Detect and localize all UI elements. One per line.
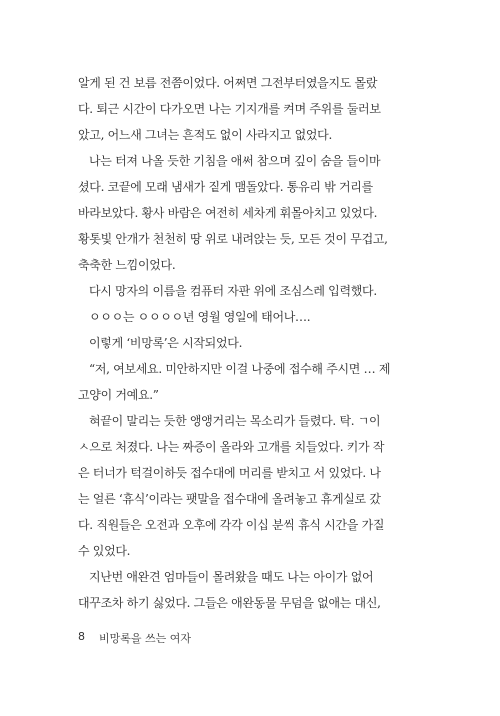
text-line: 지난번 애완견 엄마들이 몰려왔을 때도 나는 아이가 없어	[89, 570, 374, 584]
page-footer	[78, 630, 191, 646]
text-line: 알게 된 건 보름 전쯤이었다. 어쩌면 그전부터였을지도 몰랐	[78, 76, 378, 90]
text-line: 셨다. 코끝에 모래 냄새가 짙게 맴돌았다. 통유리 밖 거리를	[78, 180, 373, 194]
book-title: 비망록을 쓰는 여자	[99, 632, 192, 645]
text-line: 바라보았다. 황사 바람은 여전히 세차게 휘몰아치고 있었다.	[78, 206, 378, 220]
text-line: ㅅ으로 처졌다. 나는 짜증이 올라와 고개를 치들었다. 키가 작	[78, 440, 385, 454]
text-line: 황톳빛 안개가 천천히 땅 위로 내려앉는 듯, 모든 것이 무겁고,	[78, 232, 388, 246]
text-line: “저, 여보세요. 미안하지만 이걸 나중에 접수해 주시면 … 제	[89, 362, 391, 376]
text-line: ㅇㅇㅇ는 ㅇㅇㅇㅇ년 영월 영일에 태어나….	[89, 310, 311, 324]
body-text	[78, 70, 424, 616]
text-line: 고양이 거예요.”	[78, 388, 159, 402]
text-line: 혀끝이 말리는 듯한 앵앵거리는 목소리가 들렸다. 탁. ㄱ이	[89, 414, 381, 428]
text-line: 은 터너가 턱걸이하듯 접수대에 머리를 받치고 서 있었다. 나	[78, 466, 381, 480]
text-line: 대꾸조차 하기 싫었다. 그들은 애완동물 무덤을 없애는 대신,	[78, 596, 381, 610]
text-line: 축축한 느낌이었다.	[78, 258, 176, 272]
text-line: 다시 망자의 이름을 컴퓨터 자판 위에 조심스레 입력했다.	[89, 284, 377, 298]
text-line: 다. 직원들은 오전과 오후에 각각 이십 분씩 휴식 시간을 가질	[78, 518, 385, 532]
text-line: 수 있었다.	[78, 544, 131, 558]
text-line: 이렇게 ‘비망록’은 시작되었다.	[89, 336, 243, 350]
text-line: 나는 터져 나올 듯한 기침을 애써 참으며 깊이 숨을 들이마	[89, 154, 381, 168]
text-line: 았고, 어느새 그녀는 흔적도 없이 사라지고 없었다.	[78, 128, 332, 142]
text-line: 는 얼른 ‘휴식’이라는 팻말을 접수대에 올려놓고 휴게실로 갔	[78, 492, 381, 506]
text-line: 다. 퇴근 시간이 다가오면 나는 기지개를 켜며 주위를 둘러보	[78, 102, 381, 116]
page-number: 8	[78, 630, 85, 643]
